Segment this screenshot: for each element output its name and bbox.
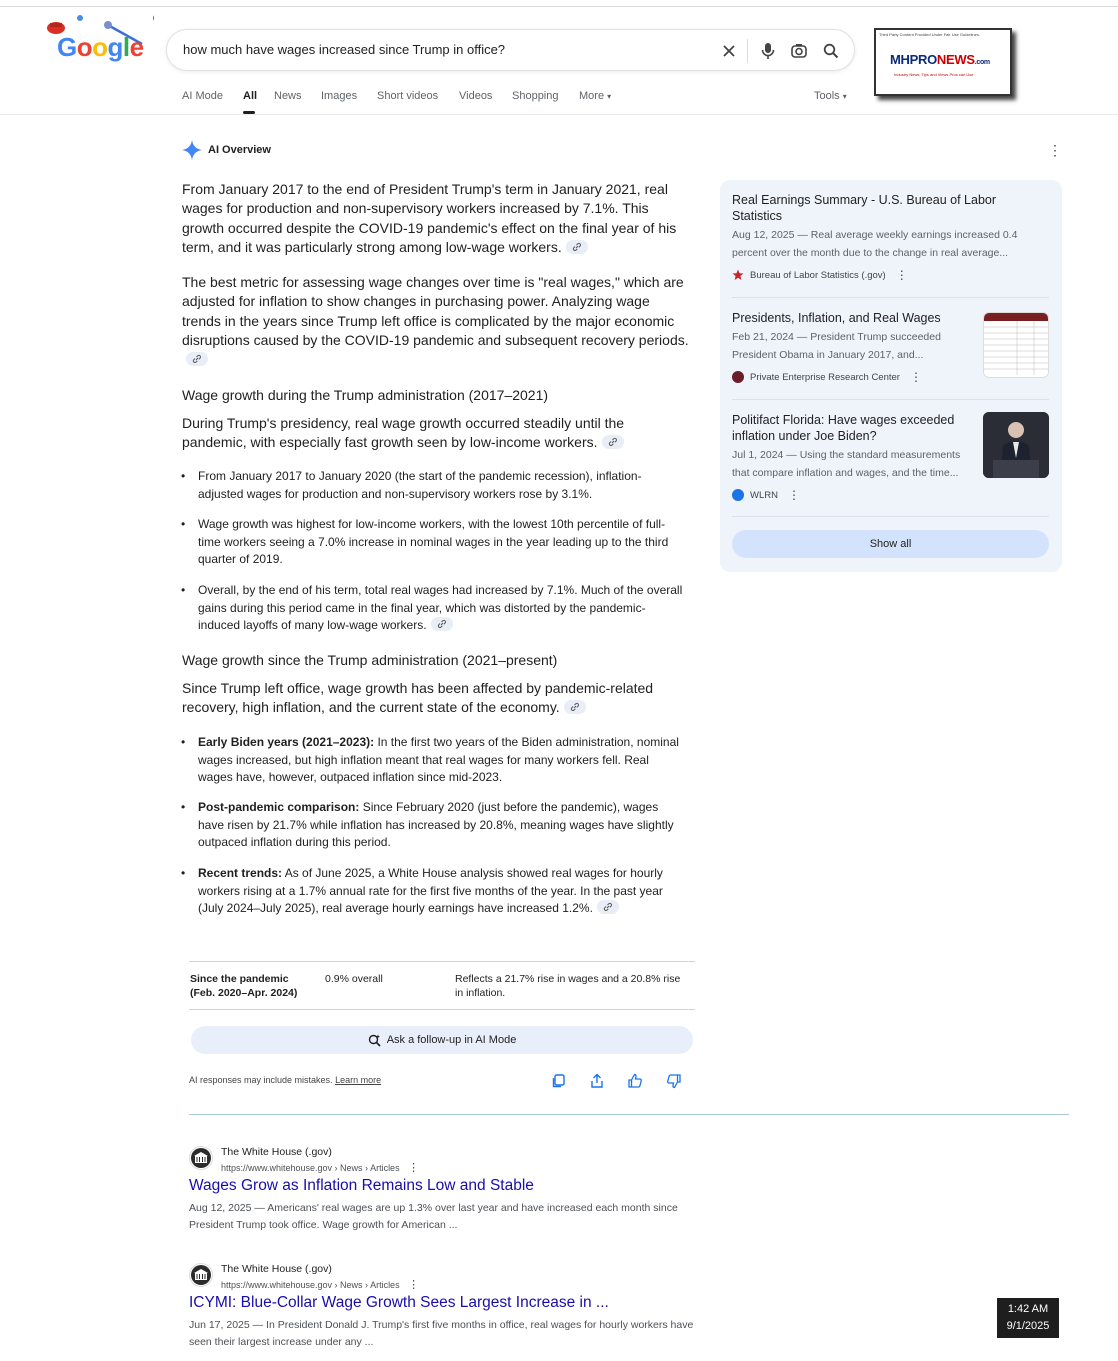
camera-lens-icon[interactable] (789, 41, 809, 61)
brand-part-b: PRO (909, 52, 937, 67)
more-options-icon[interactable]: ⋮ (408, 1162, 420, 1174)
followup-label: Ask a follow-up in AI Mode (386, 1034, 517, 1046)
tab-ai-mode[interactable]: AI Mode (182, 90, 223, 102)
source-meta (732, 370, 972, 384)
thumbs-down-icon[interactable] (666, 1073, 682, 1089)
ai-paragraph-4-text: Since Trump left office, wage growth has been affected by pandemic-related recovery, high inflation, and the current state of the economy. (182, 680, 654, 716)
result-url-text: https://www.whitehouse.gov › News › Articles (221, 1163, 400, 1173)
copy-icon[interactable] (551, 1073, 567, 1089)
result-url (221, 1161, 419, 1174)
ai-subheading-since: Wage growth since the Trump administration (2021–present) (182, 652, 558, 668)
list-item (181, 734, 684, 787)
table-bottom-border (189, 1009, 695, 1010)
list-item (181, 799, 684, 852)
source-divider (732, 399, 1049, 400)
gemini-sparkle-icon (182, 140, 202, 160)
tab-videos[interactable]: Videos (459, 90, 493, 102)
source-title[interactable]: Politifact Florida: Have wages exceeded inflation under Joe Biden? (732, 413, 955, 443)
bullet: • (181, 517, 186, 531)
sources-panel (720, 180, 1062, 572)
citation-link-icon[interactable] (564, 700, 586, 714)
brand-tagline: Industry News, Tips and Views Pros can Use (894, 72, 974, 77)
list-item-bold: Recent trends: (198, 866, 283, 880)
list-item-text: In the first two years of the Biden administration, nominal wages increased, but high inflation meant that real wages for many workers fell. Real wages have, however, outpaced inflation since mid-2023. (198, 735, 679, 784)
ai-paragraph-4 (182, 679, 692, 718)
ai-paragraph-3 (182, 414, 692, 453)
ai-paragraph-3-text: During Trump's presidency, real wage growth occurred steadily until the pandemic, with especially fast growth seen by low-income workers. (182, 415, 625, 451)
source-divider (732, 516, 1049, 517)
ai-search-icon (368, 1034, 381, 1047)
texas-am-icon (732, 371, 744, 383)
list-item (181, 516, 684, 569)
source-divider (732, 297, 1049, 298)
logo-wordmark: Google (57, 32, 144, 62)
search-input[interactable] (183, 42, 703, 57)
brand-part-a: MH (890, 52, 910, 67)
search-icon[interactable] (821, 41, 841, 61)
source-meta (732, 268, 1049, 282)
source-meta (732, 488, 977, 502)
clear-icon[interactable] (719, 41, 739, 61)
result-snippet: Jun 17, 2025 — In President Donald J. Trump's first five months in office, real wages for hourly workers have seen their largest increase under any ... (189, 1319, 694, 1348)
bullet: • (181, 866, 186, 880)
list-item (181, 582, 684, 635)
clock-time: 1:42 AM (1007, 1303, 1049, 1315)
list-item-text: Since February 2020 (just before the pandemic), wages have risen by 21.7% while inflation has increased by 20.8%, meaning wages have slightly outpaced inflation during this period. (198, 800, 674, 849)
citation-link-icon[interactable] (431, 617, 453, 631)
search-box[interactable] (166, 29, 855, 71)
result-url (221, 1278, 419, 1291)
citation-link-icon[interactable] (186, 352, 208, 366)
list-item-text: Overall, by the end of his term, total real wages had increased by 7.1%. Much of the overall gains during this period came in the final year, which was distorted by the pandemic-induced layoffs of many low-wage workers. (198, 583, 683, 632)
list-item-text: From January 2017 to January 2020 (the start of the pandemic recession), inflation-adjusted wages for production and non-supervisory workers rose by 3.1%. (198, 469, 642, 501)
source-title[interactable]: Real Earnings Summary - U.S. Bureau of Labor Statistics (732, 193, 997, 223)
tab-more-label: More (579, 90, 605, 102)
ai-overview-divider (189, 1114, 1069, 1115)
thumbs-up-icon[interactable] (627, 1073, 643, 1089)
ai-paragraph-2-text: The best metric for assessing wage changes over time is "real wages," which are adjusted for inflation to show changes in purchasing power. Analyzing wage trends in the years since Trump left office is complicated by the major economic disruptions caused by the COVID-19 pandemic and subsequent recovery periods. (182, 274, 689, 348)
source-site: Private Enterprise Research Center (750, 371, 900, 383)
biden-photo-thumbnail[interactable] (983, 412, 1049, 478)
bullet: • (181, 583, 186, 597)
wlrn-icon (732, 489, 744, 501)
source-title[interactable]: Presidents, Inflation, and Real Wages (732, 311, 941, 325)
more-options-icon[interactable]: ⋮ (895, 268, 908, 282)
show-all-button[interactable]: Show all (732, 530, 1049, 558)
citation-link-icon[interactable] (602, 435, 624, 449)
ai-disclaimer (189, 1075, 381, 1085)
list-item-bold: Early Biden years (2021–2023): (198, 735, 375, 749)
google-doodle-logo[interactable] (44, 14, 154, 74)
bullet: • (181, 469, 186, 483)
table-top-border (189, 961, 695, 962)
source-snippet: Aug 12, 2025 — Real average weekly earnings increased 0.4 percent over the month due to the change in real average... (732, 229, 1018, 259)
tab-all[interactable]: All (243, 90, 258, 102)
disclaimer-text: AI responses may include mistakes. (189, 1075, 333, 1085)
source-site: Bureau of Labor Statistics (.gov) (750, 269, 886, 281)
top-border (0, 6, 1118, 7)
result-site-name: The White House (.gov) (221, 1146, 332, 1158)
chevron-down-icon: ▾ (607, 92, 612, 101)
tab-news[interactable]: News (274, 90, 302, 102)
search-divider (747, 39, 748, 63)
list-item-text: As of June 2025, a White House analysis showed real wages for hourly workers rising at a 1.7% annual rate for the first five months of the year. In the past year (July 2024–July 2025), real average hourly earnings have increased 1.2%. (198, 866, 663, 915)
bls-star-icon (732, 269, 744, 281)
tab-more[interactable] (579, 90, 611, 102)
source-snippet: Jul 1, 2024 — Using the standard measurements that compare inflation and wages, and the time... (732, 449, 961, 479)
ai-overview-title: AI Overview (208, 144, 271, 156)
list-item-bold: Post-pandemic comparison: (198, 800, 360, 814)
list-item (181, 468, 684, 503)
result-title-link[interactable]: ICYMI: Blue-Collar Wage Growth Sees Largest Increase in ... (189, 1294, 609, 1311)
table-cell-period: Since the pandemic (Feb. 2020–Apr. 2024) (190, 973, 298, 999)
mhpronews-watermark (874, 28, 1012, 96)
ai-paragraph-2 (182, 273, 692, 369)
citation-link-icon[interactable] (566, 240, 588, 254)
whitehouse-favicon-icon (189, 1263, 213, 1287)
share-icon[interactable] (589, 1073, 605, 1089)
list-item-text: Wage growth was highest for low-income workers, with the lowest 10th percentile of full-time workers seeing a 7.0% increase in nominal wages in the year leading up to the third quarter of 2019. (198, 517, 669, 566)
list-item (181, 865, 684, 918)
source-card-wlrn[interactable] (732, 412, 977, 502)
tab-shopping[interactable]: Shopping (512, 90, 559, 102)
result-snippet: Aug 12, 2025 — Americans' real wages are up 1.3% over last year and have increased each month since President Trump took office. Wage growth for American ... (189, 1202, 678, 1231)
source-card-bls[interactable] (732, 192, 1049, 282)
ai-paragraph-1-text: From January 2017 to the end of President Trump's term in January 2021, real wages for production and non-supervisory workers increased by 7.1%. This growth occurred despite the COVID-19 pandemic's effect on the final year of his term, and it was particularly strong among low-wage workers. (182, 181, 677, 255)
mhpronews-logo (890, 52, 990, 68)
fair-use-notice: Third Party Content Provided Under Fair Use Guidelines. (879, 32, 980, 37)
source-site: WLRN (750, 489, 778, 501)
result-site-name: The White House (.gov) (221, 1263, 332, 1275)
source-card-perc[interactable] (732, 310, 972, 384)
tools-button[interactable] (814, 90, 847, 102)
microphone-icon[interactable] (758, 41, 778, 61)
citation-link-icon[interactable] (597, 900, 619, 914)
more-options-icon[interactable]: ⋮ (787, 488, 800, 502)
tab-short-videos[interactable]: Short videos (377, 90, 439, 102)
result-url-text: https://www.whitehouse.gov › News › Articles (221, 1280, 400, 1290)
tools-label: Tools (814, 90, 840, 102)
clock-date: 9/1/2025 (1006, 1320, 1050, 1332)
ai-subheading-trump: Wage growth during the Trump administration (2017–2021) (182, 387, 549, 403)
wage-table-thumbnail[interactable] (983, 312, 1049, 378)
whitehouse-favicon-icon (189, 1146, 213, 1170)
tab-images[interactable]: Images (321, 90, 358, 102)
table-thumbnail-graphic (984, 313, 1049, 378)
bullet: • (181, 800, 186, 814)
ai-paragraph-1 (182, 180, 692, 257)
speaker-photo-graphic (983, 412, 1049, 478)
brand-part-d: .com (974, 59, 990, 66)
ask-followup-button[interactable] (191, 1026, 693, 1054)
more-options-icon[interactable]: ⋮ (1048, 142, 1062, 158)
system-clock[interactable] (997, 1298, 1059, 1338)
table-cell-value: 0.9% overall (325, 973, 383, 985)
learn-more-link[interactable]: Learn more (335, 1075, 382, 1085)
brand-part-c: NEWS (936, 52, 975, 67)
table-cell-note: Reflects a 21.7% rise in wages and a 20.8% rise in inflation. (455, 973, 681, 999)
header-divider (0, 114, 1118, 115)
source-snippet: Feb 21, 2024 — President Trump succeeded President Obama in January 2017, and... (732, 331, 941, 361)
chevron-down-icon: ▾ (842, 92, 847, 101)
result-title-link[interactable]: Wages Grow as Inflation Remains Low and Stable (189, 1177, 534, 1194)
ai-overview-header (182, 140, 271, 160)
bullet: • (181, 735, 186, 749)
more-options-icon[interactable]: ⋮ (408, 1279, 420, 1291)
more-options-icon[interactable]: ⋮ (909, 370, 922, 384)
